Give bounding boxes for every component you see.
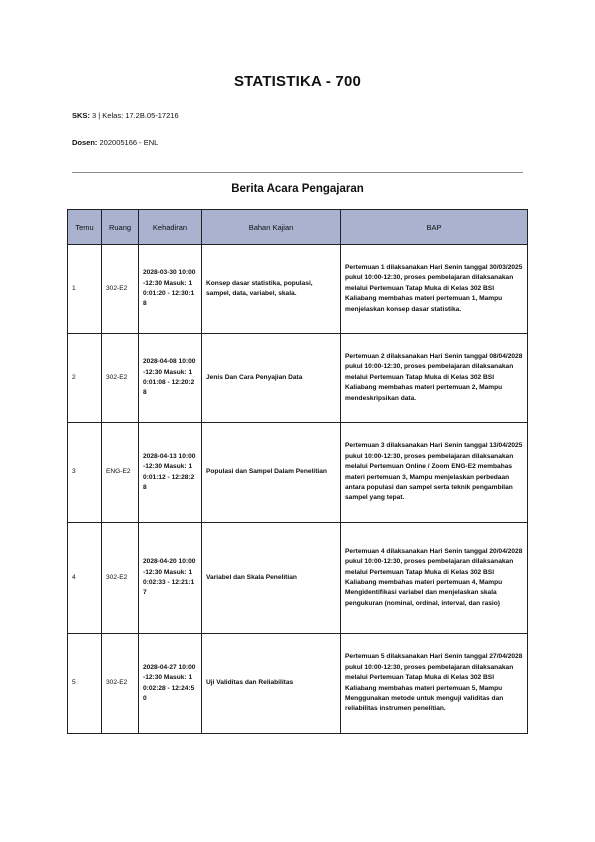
cell-ruang: 302-E2 [102, 245, 139, 334]
table-row [68, 523, 528, 634]
table-row [68, 334, 528, 423]
cell-temu: 1 [68, 245, 102, 334]
cell-ruang: 302-E2 [102, 523, 139, 634]
table-row [68, 634, 528, 734]
cell-bahan-kajian: Populasi dan Sampel Dalam Penelitian [202, 423, 341, 523]
cell-bap: Pertemuan 2 dilaksanakan Hari Senin tanggal 08/04/2028 pukul 10:00-12:30, proses pembelajaran dilaksanakan melalui Pertemuan Tatap Muka di Kelas 302 BSI Kaliabang membahas materi pertemuan 2, Mampu mendeskripsikan data. [341, 334, 528, 423]
sks-label: SKS: [72, 111, 90, 120]
cell-bap: Pertemuan 1 dilaksanakan Hari Senin tanggal 30/03/2025 pukul 10:00-12:30, proses pembelajaran dilaksanakan melalui Pertemuan Tatap Muka di Kelas 302 BSI Kaliabang membahas materi pertemuan 1, Mampu menjelaskan konsep dasar statistika. [341, 245, 528, 334]
cell-temu: 5 [68, 634, 102, 734]
column-header-ruang: Ruang [102, 210, 139, 245]
cell-kehadiran: 2028-04-20 10:00-12:30 Masuk: 10:02:33 - 12:21:17 [139, 523, 202, 634]
cell-kehadiran: 2028-04-13 10:00-12:30 Masuk: 10:01:12 - 12:28:28 [139, 423, 202, 523]
column-header-kehadiran: Kehadiran [139, 210, 202, 245]
cell-bahan-kajian: Variabel dan Skala Penelitian [202, 523, 341, 634]
sks-info [72, 111, 179, 120]
cell-bap: Pertemuan 3 dilaksanakan Hari Senin tanggal 13/04/2025 pukul 10:00-12:30, proses pembelajaran dilaksanakan melalui Pertemuan Online / Zoom ENG-E2 membahas materi pertemuan 3, Mampu menjelaskan perbedaan antara populasi dan sampel serta teknik pengambilan sampel yang tepat. [341, 423, 528, 523]
cell-temu: 3 [68, 423, 102, 523]
table-header-row [68, 210, 528, 245]
sks-value: 3 | Kelas: 17.2B.05-17216 [92, 111, 179, 120]
cell-ruang: ENG-E2 [102, 423, 139, 523]
cell-kehadiran: 2028-04-27 10:00-12:30 Masuk: 10:02:28 - 12:24:50 [139, 634, 202, 734]
cell-ruang: 302-E2 [102, 634, 139, 734]
cell-temu: 4 [68, 523, 102, 634]
header-divider [72, 172, 523, 173]
column-header-bahan-kajian: Bahan Kajian [202, 210, 341, 245]
cell-bap: Pertemuan 4 dilaksanakan Hari Senin tanggal 20/04/2028 pukul 10:00-12:30, proses pembelajaran dilaksanakan melalui Pertemuan Tatap Muka di Kelas 302 BSI Kaliabang membahas materi pertemuan 4, Mampu Mengidentifikasi variabel dan menjelaskan skala pengukuran (nominal, ordinal, interval, dan rasio) [341, 523, 528, 634]
column-header-bap: BAP [341, 210, 528, 245]
cell-kehadiran: 2028-03-30 10:00-12:30 Masuk: 10:01:20 - 12:30:18 [139, 245, 202, 334]
table-row [68, 423, 528, 523]
cell-bahan-kajian: Jenis Dan Cara Penyajian Data [202, 334, 341, 423]
cell-ruang: 302-E2 [102, 334, 139, 423]
cell-bahan-kajian: Uji Validitas dan Reliabilitas [202, 634, 341, 734]
table-row [68, 245, 528, 334]
column-header-temu: Temu [68, 210, 102, 245]
dosen-value: 202005166 - ENL [99, 138, 159, 147]
cell-temu: 2 [68, 334, 102, 423]
bap-table [67, 209, 528, 734]
page-title: STATISTIKA - 700 [233, 73, 362, 90]
cell-kehadiran: 2028-04-08 10:00-12:30 Masuk: 10:01:08 - 12:20:28 [139, 334, 202, 423]
dosen-info [72, 138, 158, 147]
cell-bap: Pertemuan 5 dilaksanakan Hari Senin tanggal 27/04/2028 pukul 10:00-12:30, proses pembelajaran dilaksanakan melalui Pertemuan Tatap Muka di Kelas 302 BSI Kaliabang membahas materi pertemuan 5, Mampu Menggunakan metode untuk menguji validitas dan reliabilitas instrumen penelitian. [341, 634, 528, 734]
section-title: Berita Acara Pengajaran [231, 183, 364, 195]
dosen-label: Dosen: [72, 138, 98, 147]
cell-bahan-kajian: Konsep dasar statistika, populasi, sampel, data, variabel, skala. [202, 245, 341, 334]
